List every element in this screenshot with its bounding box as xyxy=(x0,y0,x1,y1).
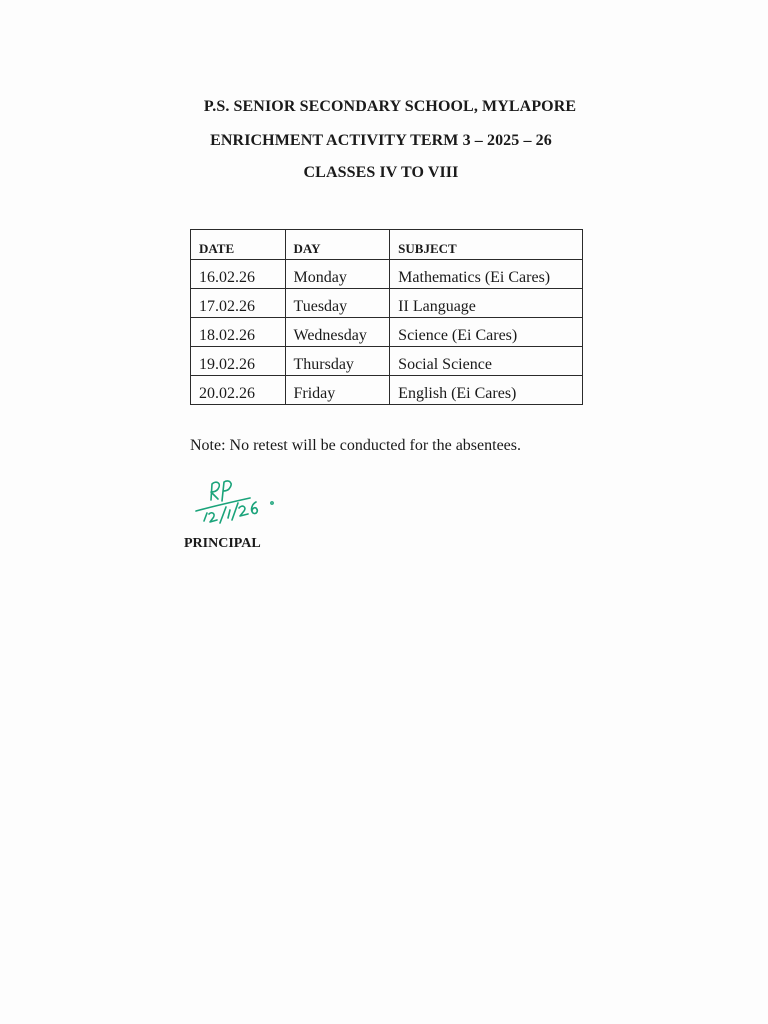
cell-date: 20.02.26 xyxy=(191,376,286,405)
schedule-table xyxy=(190,229,583,405)
cell-date: 18.02.26 xyxy=(191,318,286,347)
column-header-subject: SUBJECT xyxy=(390,230,583,260)
cell-subject: Social Science xyxy=(390,347,583,376)
table-row xyxy=(191,289,583,318)
table-row xyxy=(191,376,583,405)
school-name: P.S. SENIOR SECONDARY SCHOOL, MYLAPORE xyxy=(203,98,577,115)
column-header-day: DAY xyxy=(285,230,390,260)
table-row xyxy=(191,347,583,376)
cell-date: 19.02.26 xyxy=(191,347,286,376)
principal-label: PRINCIPAL xyxy=(184,536,261,551)
cell-day: Monday xyxy=(285,260,390,289)
classes-subtitle: CLASSES IV TO VIII xyxy=(303,164,459,181)
activity-title: ENRICHMENT ACTIVITY TERM 3 – 2025 – 26 xyxy=(210,132,552,149)
cell-subject: II Language xyxy=(390,289,583,318)
cell-day: Friday xyxy=(285,376,390,405)
cell-date: 16.02.26 xyxy=(191,260,286,289)
cell-day: Thursday xyxy=(285,347,390,376)
cell-day: Tuesday xyxy=(285,289,390,318)
column-header-date: DATE xyxy=(191,230,286,260)
cell-day: Wednesday xyxy=(285,318,390,347)
cell-subject: Science (Ei Cares) xyxy=(390,318,583,347)
handwritten-signature xyxy=(192,474,282,532)
table-header-row xyxy=(191,230,583,260)
cell-date: 17.02.26 xyxy=(191,289,286,318)
absentee-note: Note: No retest will be conducted for the absentees. xyxy=(190,437,521,454)
table-row xyxy=(191,260,583,289)
cell-subject: Mathematics (Ei Cares) xyxy=(390,260,583,289)
table-row xyxy=(191,318,583,347)
cell-subject: English (Ei Cares) xyxy=(390,376,583,405)
